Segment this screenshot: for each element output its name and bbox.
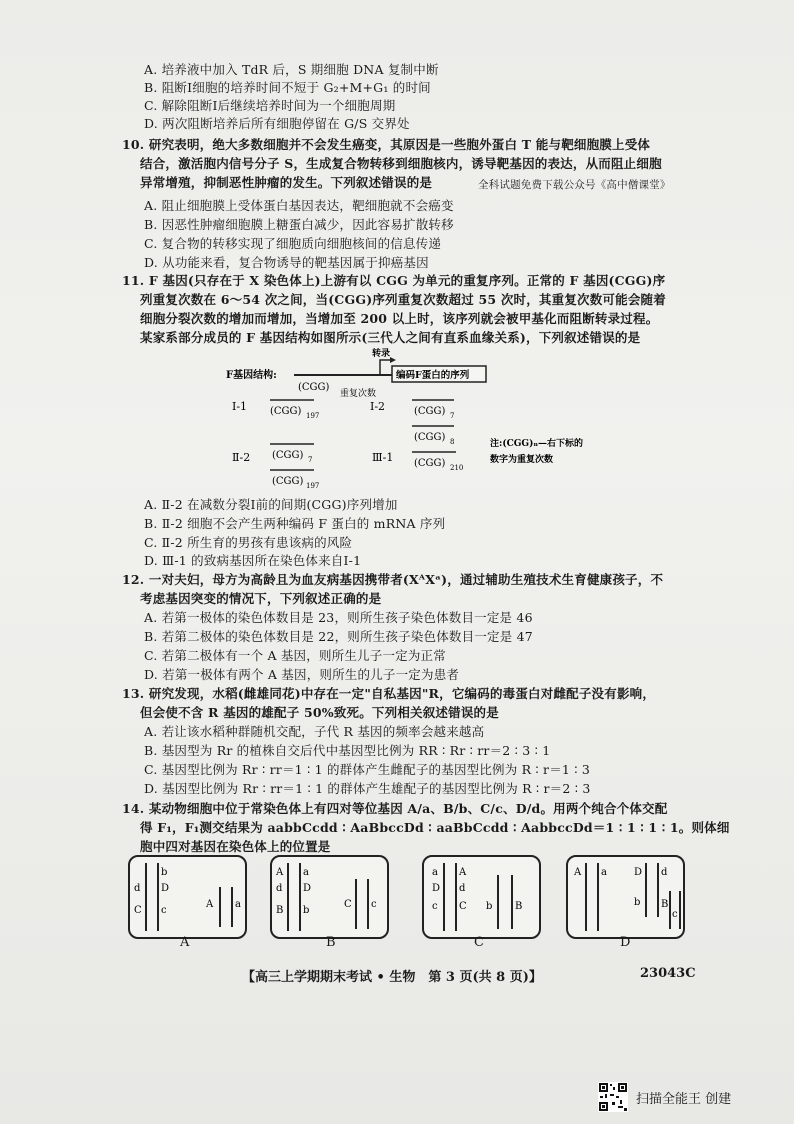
choice-c-label: C — [474, 935, 484, 950]
gene-label: C — [459, 901, 467, 912]
gene-label: B — [515, 901, 523, 912]
gene-label: C — [134, 905, 142, 916]
q9-option-b: B. 阻断Ⅰ细胞的培养时间不短于 G₂+M+G₁ 的时间 — [144, 80, 431, 95]
q14-stem-line1: 14. 某动物细胞中位于常染色体上有四对等位基因 A/a、B/b、C/c、D/d。用两个纯合个体交配 — [122, 801, 668, 816]
gene-label: c — [371, 899, 377, 910]
gene-label: d — [134, 883, 141, 894]
q11-stem-line3: 细胞分裂次数的增加而增加，当增加至 200 以上时，该序列就会被甲基化而阻断转录过程。 — [140, 311, 659, 326]
q9-option-d: D. 两次阻断培养后所有细胞停留在 G/S 交界处 — [144, 116, 410, 131]
q11-stem-line4: 某家系部分成员的 F 基因结构如图所示(三代人之间有直系血缘关系)，下列叙述错误的是 — [140, 330, 641, 345]
q11-stem-line2: 列重复次数在 6～54 次之间，当(CGG)序列重复次数超过 55 次时，其重复次数可能会随着 — [140, 292, 666, 307]
qr-code-icon — [598, 1082, 628, 1112]
gene-coding-label: 编码F蛋白的序列 — [396, 370, 470, 381]
gene-label: a — [432, 867, 438, 878]
q10-option-c: C. 复合物的转移实现了细胞质向细胞核间的信息传递 — [144, 236, 442, 251]
i1-cgg: (CGG) — [270, 406, 302, 417]
page-footer: 【高三上学期期末考试 • 生物 第 3 页(共 8 页)】 — [242, 970, 542, 985]
q9-option-a: A. 培养液中加入 TdR 后，S 期细胞 DNA 复制中断 — [144, 62, 439, 77]
i2-cgg-1: (CGG) — [414, 406, 446, 417]
q14-stem-line2: 得 F₁，F₁测交结果为 aabbCcdd ∶ AaBbccDd ∶ aaBbCcdd ∶ AabbccDd＝1 ∶ 1 ∶ 1 ∶ 1。则体细 — [140, 820, 730, 835]
gene-label: c — [672, 909, 678, 920]
gene-label: A — [574, 867, 582, 878]
ii2-count-2: 197 — [306, 482, 320, 490]
q13-stem-line1: 13. 研究发现，水稻(雌雄同花)中存在一定"自私基因"R，它编码的毒蛋白对雌配子没有影响， — [122, 686, 656, 701]
f-gene-structure-diagram — [222, 348, 622, 490]
gene-label: A — [276, 867, 284, 878]
q14-stem-line3: 胞中四对基因在染色体上的位置是 — [140, 839, 331, 854]
q13-option-a: A. 若让该水稻种群随机交配，子代 R 基因的频率会越来越高 — [144, 724, 485, 739]
q10-option-b: B. 因恶性肿瘤细胞膜上糖蛋白减少，因此容易扩散转移 — [144, 217, 454, 232]
choice-c-cell — [422, 855, 541, 939]
choice-d-chromosomes — [568, 857, 683, 937]
q12-stem-line1: 12. 一对夫妇，母方为高龄且为血友病基因携带者(XᴬXᵃ)，通过辅助生殖技术生育健康孩子，不 — [122, 572, 664, 587]
exam-code: 23043C — [640, 966, 696, 981]
choice-b-label: B — [326, 935, 336, 950]
gene-label: a — [303, 867, 309, 878]
choice-c-chromosomes — [424, 857, 539, 937]
ii2-cgg-2: (CGG) — [272, 476, 304, 487]
i2-count-2: 8 — [450, 438, 455, 446]
iii1-cgg: (CGG) — [414, 458, 446, 469]
gene-label: d — [276, 883, 283, 894]
gene-label: d — [661, 867, 668, 878]
choice-d-label: D — [620, 935, 631, 950]
label-iii1: Ⅲ-1 — [372, 451, 394, 464]
q13-option-b: B. 基因型为 Rr 的植株自交后代中基因型比例为 RR ∶ Rr ∶ rr＝2 ∶ 3 ∶ 1 — [144, 743, 551, 758]
q13-option-d: D. 基因型比例为 Rr ∶ rr＝1 ∶ 1 的群体产生雄配子的基因型比例为 R ∶ r＝2 ∶ 3 — [144, 781, 591, 796]
gene-label: c — [161, 905, 167, 916]
ii2-cgg-1: (CGG) — [272, 450, 304, 461]
gene-label: D — [432, 883, 441, 894]
q13-option-c: C. 基因型比例为 Rr ∶ rr＝1 ∶ 1 的群体产生雌配子的基因型比例为 R ∶ r＝1 ∶ 3 — [144, 762, 591, 777]
q9-option-c: C. 解除阻断Ⅰ后继续培养时间为一个细胞周期 — [144, 98, 396, 113]
q12-option-c: C. 若第二极体有一个 A 基因，则所生儿子一定为正常 — [144, 648, 446, 663]
q11-option-c: C. Ⅱ-2 所生育的男孩有患该病的风险 — [144, 535, 353, 550]
diagram-note-line1: 注:(CGG)ₙ—右下标的 — [490, 439, 584, 449]
choice-d-cell — [566, 855, 685, 939]
q12-option-d: D. 若第一极体有两个 A 基因，则所生的儿子一定为患者 — [144, 667, 460, 682]
gene-label: B — [276, 905, 284, 916]
label-i2: Ⅰ-2 — [370, 400, 386, 413]
q10-option-d: D. 从功能来看，复合物诱导的靶基因属于抑癌基因 — [144, 255, 429, 270]
i1-count: 197 — [306, 412, 320, 420]
q12-option-a: A. 若第一极体的染色体数目是 23，则所生孩子染色体数目一定是 46 — [144, 610, 533, 625]
gene-label: D — [161, 883, 170, 894]
gene-label: D — [303, 883, 312, 894]
gene-label: b — [634, 897, 641, 908]
i2-cgg-2: (CGG) — [414, 432, 446, 443]
q11-stem-line1: 11. F 基因(只存在于 X 染色体上)上游有以 CGG 为单元的重复序列。正常的 F 基因(CGG)序 — [122, 273, 666, 288]
transcription-label: 转录 — [372, 349, 391, 359]
q10-option-a: A. 阻止细胞膜上受体蛋白基因表达，靶细胞就不会癌变 — [144, 198, 454, 213]
q12-option-b: B. 若第二极体的染色体数目是 22，则所生孩子染色体数目一定是 47 — [144, 629, 533, 644]
q11-option-d: D. Ⅲ-1 的致病基因所在染色体来自Ⅰ-1 — [144, 553, 362, 568]
gene-label: A — [206, 899, 214, 910]
choice-a-chromosomes — [130, 857, 245, 937]
label-i1: Ⅰ-1 — [232, 400, 248, 413]
q13-stem-line2: 但会使不含 R 基因的雄配子 50%致死。下列相关叙述错误的是 — [140, 705, 499, 720]
arrow-head-icon — [390, 357, 396, 363]
gene-label: a — [235, 899, 241, 910]
choice-b-chromosomes — [272, 857, 387, 937]
gene-label: D — [634, 867, 643, 878]
gene-label: a — [601, 867, 607, 878]
scanner-brand: 扫描全能王 创建 — [636, 1092, 732, 1107]
i2-count-1: 7 — [450, 412, 455, 420]
gene-label: d — [459, 883, 466, 894]
gene-label: c — [432, 901, 438, 912]
watermark-text: 全科试题免费下载公众号《高中僧课堂》 — [478, 179, 671, 191]
choice-a-cell — [128, 855, 247, 939]
gene-label: b — [303, 905, 310, 916]
diagram-title: F基因结构: — [226, 370, 277, 381]
q10-stem-line1: 10. 研究表明，绝大多数细胞并不会发生癌变，其原因是一些胞外蛋白 T 能与靶细胞膜上受体 — [122, 137, 651, 152]
gene-label: C — [344, 899, 352, 910]
choice-b-cell — [270, 855, 389, 939]
repeat-count-label: 重复次数 — [340, 389, 377, 399]
gene-label: b — [486, 901, 493, 912]
q10-stem-line3: 异常增殖，抑制恶性肿瘤的发生。下列叙述错误的是 — [140, 175, 433, 190]
iii1-count: 210 — [450, 464, 464, 472]
transcription-arrow — [380, 360, 390, 375]
gene-label: b — [161, 867, 168, 878]
gene-label: B — [661, 899, 669, 910]
q10-stem-line2: 结合，激活胞内信号分子 S，生成复合物转移到细胞核内，诱导靶基因的表达，从而阻止细胞 — [140, 156, 662, 171]
label-ii2: Ⅱ-2 — [232, 451, 251, 464]
cgg-label: (CGG) — [298, 382, 330, 393]
ii2-count-1: 7 — [308, 456, 313, 464]
choice-a-label: A — [180, 935, 190, 950]
gene-label: A — [459, 867, 467, 878]
q12-stem-line2: 考虑基因突变的情况下，下列叙述正确的是 — [140, 591, 382, 606]
q11-option-b: B. Ⅱ-2 细胞不会产生两种编码 F 蛋白的 mRNA 序列 — [144, 516, 446, 531]
diagram-note-line2: 数字为重复次数 — [490, 455, 554, 465]
q11-option-a: A. Ⅱ-2 在减数分裂Ⅰ前的间期(CGG)序列增加 — [144, 497, 398, 512]
